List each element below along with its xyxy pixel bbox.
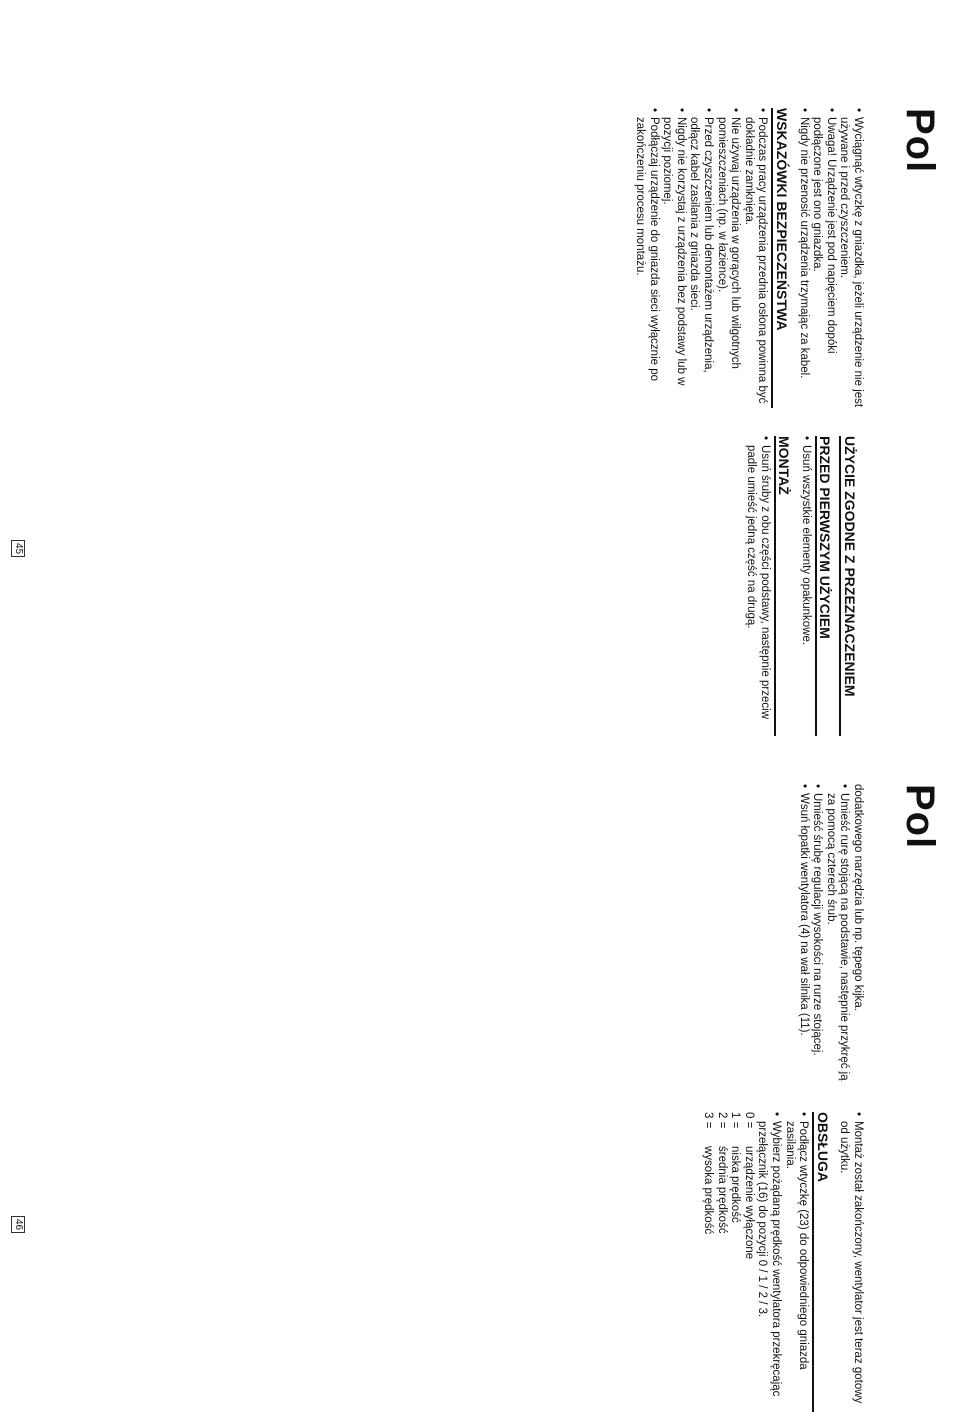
page-number: 46: [11, 1216, 25, 1233]
list-item: • Nigdy nie korzystaj z urządzenia bez podstawy lub w pozycji poziomej.: [660, 108, 687, 408]
assembly-section-title: MONTAŻ: [774, 436, 791, 736]
page-number: 45: [11, 540, 25, 557]
list-item: • Umieść śrubę regulacji wysokości na rurze stojącej.: [810, 784, 824, 1084]
continued-text: dodatkowego narzędzia lub np. tępego kijka.: [852, 784, 864, 1011]
list-item: • Przed czyszczeniem lub demontażem urządzenia, odłącz kabel zasilania z gniazda sieci.: [687, 108, 714, 408]
list-item: • Nie używaj urządzenia w gorących lub wilgotnych pomieszczeniach (np. w łazience).: [714, 108, 741, 408]
language-heading: Pol: [898, 108, 942, 174]
assembly-final-list: [837, 1112, 864, 1412]
speed-levels: [700, 1112, 754, 1412]
list-item: • Wyciągnąć wtyczkę z gniazdka, jeżeli urządzenie nie jest używane i przed czyszczeniem.: [837, 108, 864, 408]
list-item: • Usuń śruby z obu części podstawy, następnie przeciw padle umieść jedną część na drugą.: [743, 436, 770, 736]
speed-row: [728, 1112, 742, 1412]
speed-label: wysoka prędkość: [702, 1146, 715, 1235]
list-item: • Wybierz pożądaną prędkość wentylatora przekręcając przełącznik (16) do pozycji 0 / 1 / 2 / 3.: [755, 1112, 782, 1412]
speed-row: [741, 1112, 755, 1412]
list-item: • Nigdy nie przenosić urządzenia trzymając za kabel.: [796, 108, 810, 408]
speed-key: 3 =: [702, 1112, 715, 1129]
safety-section-title: WSKAZÓWKI BEZPIECZEŃSTWA: [771, 108, 788, 408]
safety-list: [633, 108, 769, 408]
speed-label: urządzenie wyłączone: [742, 1146, 755, 1260]
speed-label: niska prędkość: [729, 1146, 742, 1223]
operation-list: [755, 1112, 809, 1412]
speed-key: 0 =: [742, 1112, 755, 1129]
list-item: • Uwaga! Urządzenie jest pod napięciem dopóki podłączone jest ono gniazdka.: [810, 108, 837, 408]
list-item: • Wsuń łopatki wentylatora (4) na wał silnika (11).: [796, 784, 810, 1084]
page-46: [0, 676, 954, 1404]
speed-key: 2 =: [715, 1112, 728, 1129]
list-item: • Podłączaj urządzenie do gniazda sieci wyłącznie po zakończeniu procesu montażu.: [633, 108, 660, 408]
intro-list: [796, 108, 864, 408]
first-use-section-title: PRZED PIERWSZYM UŻYCIEM: [815, 436, 832, 736]
operation-section-title: OBSŁUGA: [812, 1112, 829, 1412]
language-heading: Pol: [898, 784, 942, 850]
page-46-left-column: [796, 784, 864, 1084]
list-item: • Montaż został zakończony, wentylator jest teraz gotowy od użytku.: [837, 1112, 864, 1412]
list-item: • Podczas pracy urządzenia przednia osłona powinna być dokładnie zamknięta.: [741, 108, 768, 408]
assembly-continued-list: [796, 784, 850, 1084]
page-46-right-column: [700, 1112, 864, 1412]
intended-use-section-title: UŻYCIE ZGODNE Z PRZEZNACZENIEM: [839, 436, 856, 736]
list-item: • Umieść rurę stojącą na podstawie, następnie przykręć ją za pomocą czterech śrub.: [823, 784, 850, 1084]
list-item: • Podłącz wtyczkę (23) do odpowiedniego gniazda zasilania.: [782, 1112, 809, 1412]
speed-row: [714, 1112, 728, 1412]
speed-label: średnia prędkość: [715, 1146, 728, 1234]
page-45-left-column: [633, 108, 865, 408]
list-item: • Usuń wszystkie elementy opakunkowe.: [798, 436, 812, 736]
speed-row: [700, 1112, 714, 1412]
speed-key: 1 =: [729, 1112, 742, 1129]
